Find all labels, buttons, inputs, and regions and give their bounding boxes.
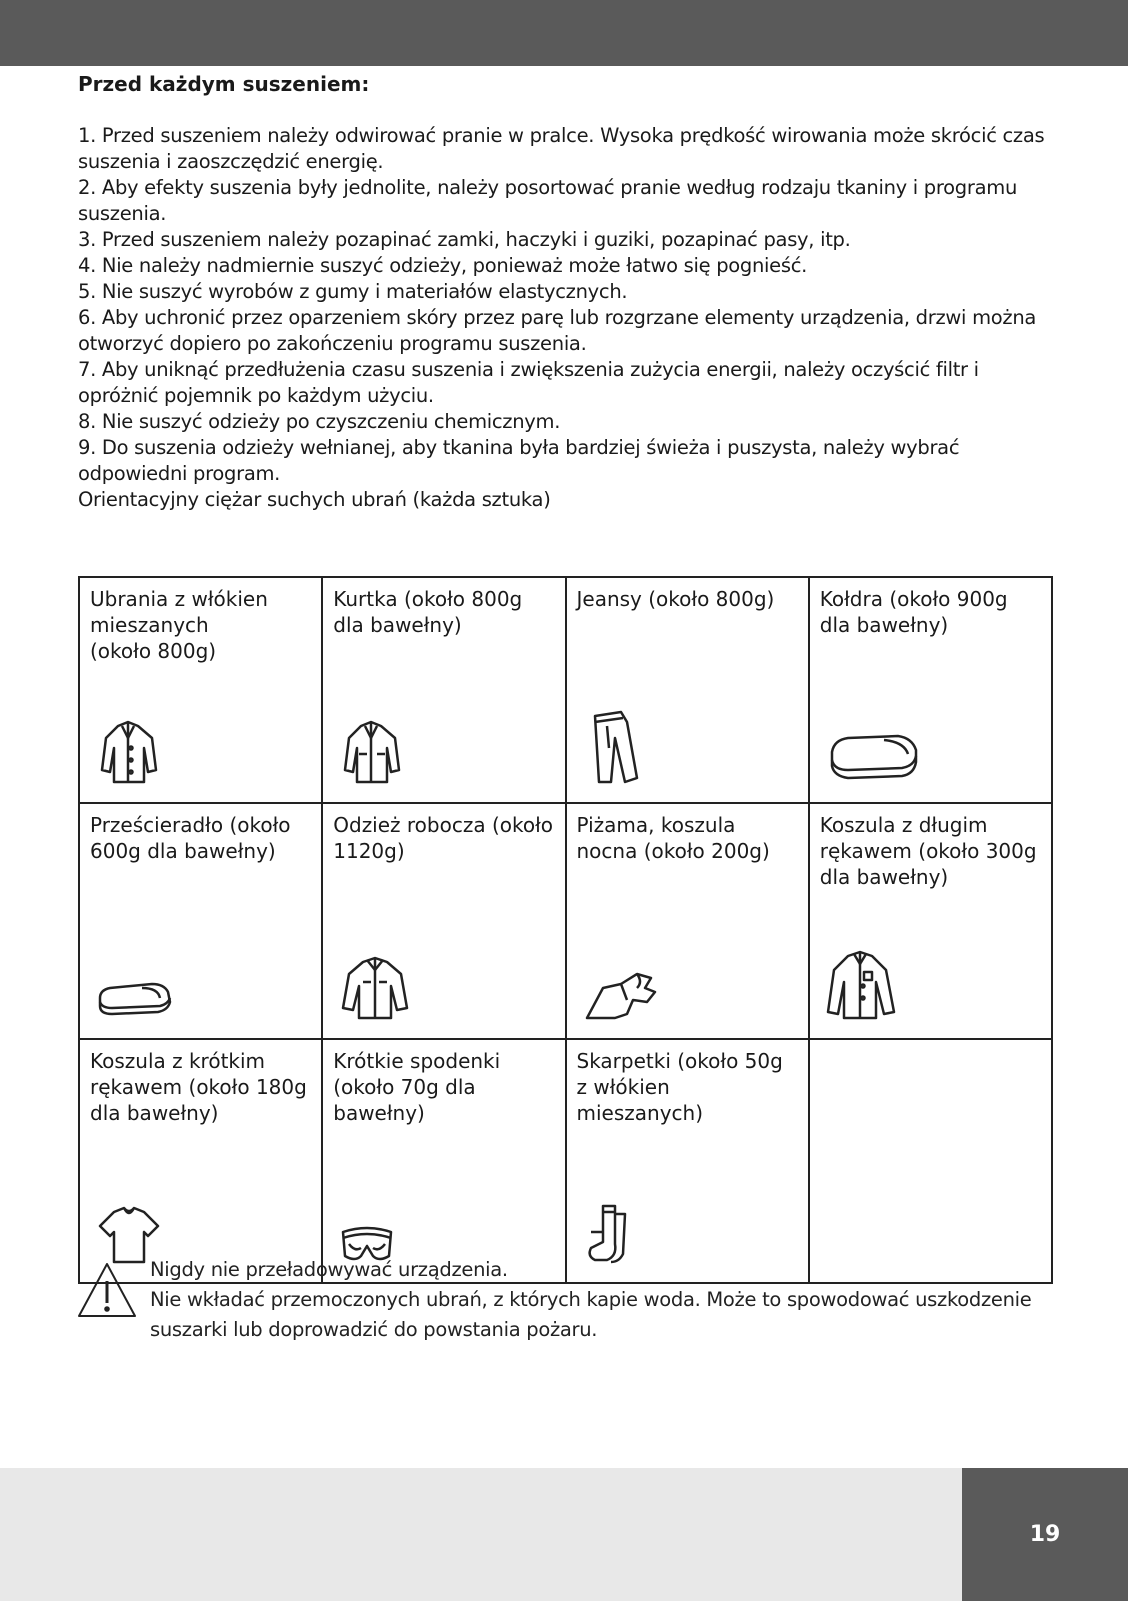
footer-bar <box>0 1468 962 1601</box>
cell-label: Krótkie spodenki (około 70g dla bawełny) <box>333 1049 501 1125</box>
warning-text <box>150 1255 1070 1345</box>
instruction-item: 6. Aby uchronić przez oparzeniem skóry przez parę lub rozgrzane elementy urządzenia, drzwi można otworzyć dopiero po zakończeniu programu suszenia. <box>78 306 1037 355</box>
workwear-icon <box>337 954 413 1024</box>
table-cell <box>322 577 565 803</box>
instruction-item: 2. Aby efekty suszenia były jednolite, należy posortować pranie według rodzaju tkaniny i programu suszenia. <box>78 176 1017 225</box>
shirt-icon <box>94 718 164 788</box>
table-cell <box>79 803 322 1039</box>
instruction-item: 5. Nie suszyć wyrobów z gumy i materiałów elastycznych. <box>78 280 628 303</box>
instruction-item: 4. Nie należy nadmiernie suszyć odzieży, ponieważ może łatwo się pognieść. <box>78 254 808 277</box>
cell-label: Skarpetki (około 50g z włókien mieszanych) <box>576 1049 783 1125</box>
table-cell <box>566 1039 809 1283</box>
header-bar <box>0 0 1128 66</box>
table-cell <box>322 803 565 1039</box>
instruction-item: 1. Przed suszeniem należy odwirować pranie w pralce. Wysoka prędkość wirowania może skrócić czas suszenia i zaoszczędzić energię. <box>78 124 1045 173</box>
table-cell <box>566 577 809 803</box>
cell-label: Odzież robocza (około 1120g) <box>333 813 554 863</box>
table-cell <box>322 1039 565 1283</box>
cell-label: Jeansy (około 800g) <box>576 587 775 611</box>
table-cell <box>809 577 1052 803</box>
page-number: 19 <box>1029 1522 1061 1547</box>
table-cell <box>79 1039 322 1283</box>
quilt-icon <box>824 728 924 788</box>
warning-line: Nigdy nie przeładowywać urządzenia. <box>150 1258 508 1281</box>
cell-label: Koszula z krótkim rękawem (około 180g dla bawełny) <box>90 1049 307 1125</box>
cell-label: Piżama, koszula nocna (około 200g) <box>576 813 770 863</box>
warning-triangle-icon <box>76 1261 138 1323</box>
table-cell <box>79 577 322 803</box>
instructions-list <box>78 123 1058 513</box>
table-cell <box>809 803 1052 1039</box>
jacket-icon <box>337 718 407 788</box>
cell-label: Koszula z długim rękawem (około 300g dla bawełny) <box>819 813 1037 889</box>
table-cell <box>566 803 809 1039</box>
instruction-item: 9. Do suszenia odzieży wełnianej, aby tkanina była bardziej świeża i puszysta, należy wybrać odpowiedni program. <box>78 436 960 485</box>
bedsheet-icon <box>94 974 174 1024</box>
table-cell-empty <box>809 1039 1052 1283</box>
cell-label: Ubrania z włókien mieszanych (około 800g) <box>90 587 268 663</box>
cell-label: Prześcieradło (około 600g dla bawełny) <box>90 813 291 863</box>
warning-line: Nie wkładać przemoczonych ubrań, z których kapie woda. Może to spowodować uszkodzenie suszarki lub doprowadzić do powstania pożaru. <box>150 1288 1032 1341</box>
cell-label: Kurtka (około 800g dla bawełny) <box>333 587 523 637</box>
section-heading: Przed każdym suszeniem: <box>78 72 370 96</box>
clothing-weight-table <box>78 576 1053 1284</box>
page-number-box <box>962 1468 1128 1601</box>
long-sleeve-shirt-icon <box>824 948 900 1024</box>
table-row <box>79 577 1052 803</box>
table-caption: Orientacyjny ciężar suchych ubrań (każda sztuka) <box>78 488 551 511</box>
jeans-icon <box>581 708 651 788</box>
instruction-item: 8. Nie suszyć odzieży po czyszczeniu chemicznym. <box>78 410 561 433</box>
instruction-item: 3. Przed suszeniem należy pozapinać zamki, haczyki i guziki, pozapinać pasy, itp. <box>78 228 851 251</box>
nightgown-icon <box>581 964 661 1024</box>
table-row <box>79 1039 1052 1283</box>
cell-label: Kołdra (około 900g dla bawełny) <box>819 587 1008 637</box>
instruction-item: 7. Aby uniknąć przedłużenia czasu suszenia i zwiększenia zużycia energii, należy oczyścić filtr i opróżnić pojemnik po każdym użyciu. <box>78 358 979 407</box>
table-row <box>79 803 1052 1039</box>
